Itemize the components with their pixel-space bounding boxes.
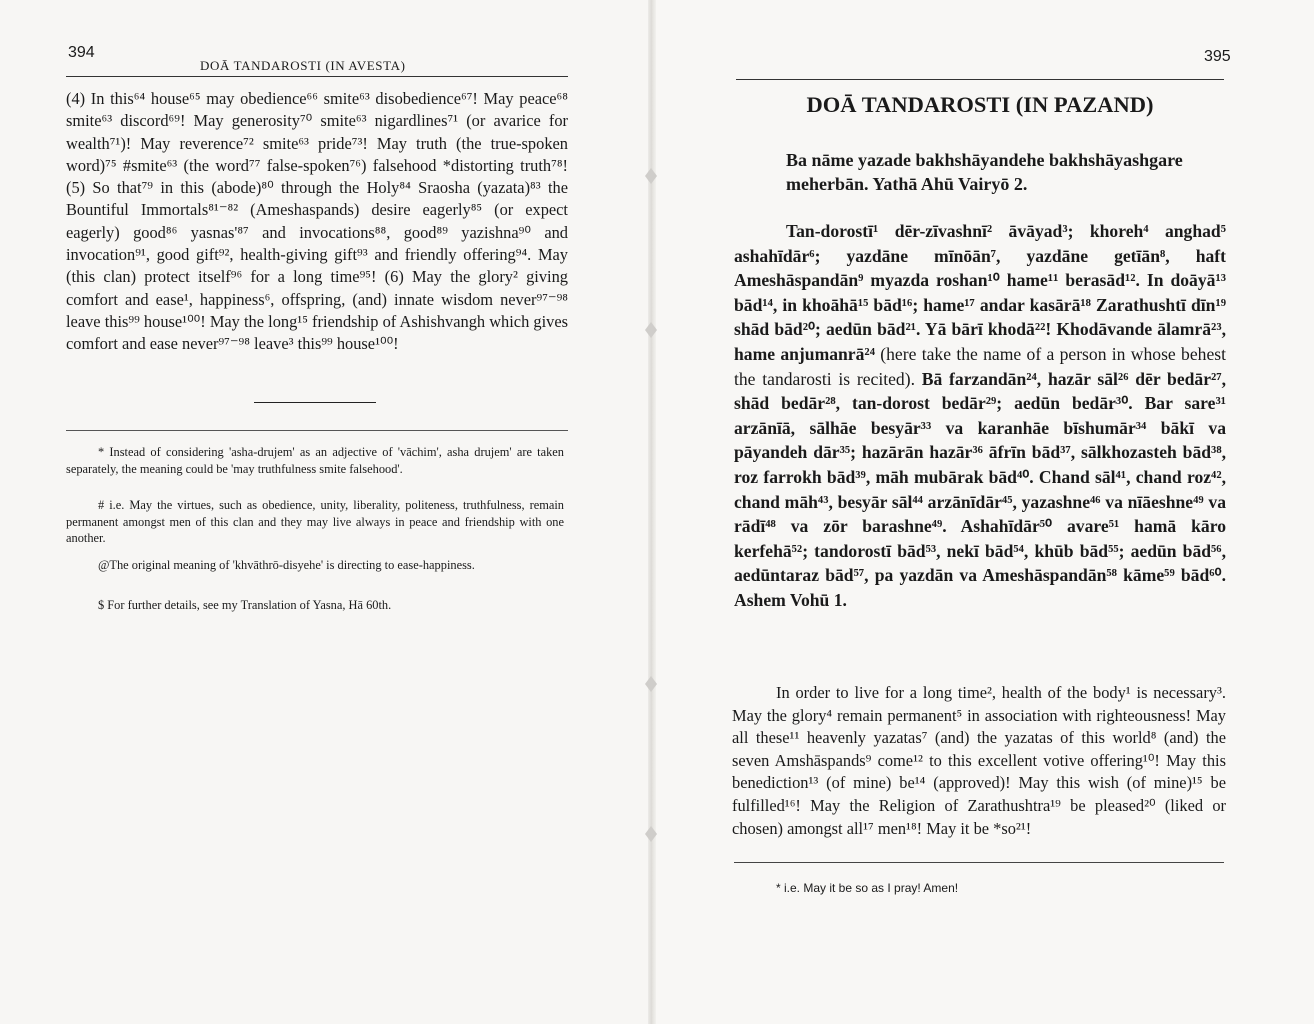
left-running-head: DOĀ TANDAROSTI (IN AVESTA) — [200, 58, 406, 73]
right-page — [654, 0, 1314, 1024]
right-header-rule — [736, 79, 1224, 80]
left-page-number: 394 — [68, 44, 95, 61]
pazand-text — [734, 219, 1226, 613]
right-footnote-rule — [734, 862, 1224, 863]
pazand-bold-part-2: Bā farzandān²⁴, hazār sāl²⁶ dēr bedār²⁷, shād bedār²⁸, tan-dorost bedār²⁹; aedūn bedār³⁰. Bar sare³¹ arzānīā, sālhāe besyār³³ va karanhāe bīshumār³⁴ bākī va pāyandeh dār³⁵; hazārān hazār³⁶ āfrīn bād³⁷, sālkhozasteh bād³⁸, roz farrokh bād³⁹, māh mubārak bād⁴⁰. Chand sāl⁴¹, chand roz⁴², chand māh⁴³, besyār sāl⁴⁴ arzānīdār⁴⁵, yazashne⁴⁶ va nīāeshne⁴⁹ va rādī⁴⁸ va zōr barashne⁴⁹. Ashahīdār⁵⁰ avare⁵¹ hamā kāro kerfehā⁵²; tandorostī bād⁵³, nekī bād⁵⁴, khūb bād⁵⁵; aedūn bād⁵⁶, aedūntaraz bād⁵⁷, pa yazdān va Ameshāspandān⁵⁸ kāme⁵⁹ bād⁶⁰. Ashem Vohū 1. — [734, 368, 1226, 610]
pazand-note: (here take the name of a person in whose behest the tandarosti is recited). — [734, 343, 1226, 389]
footnote-asterisk: * Instead of considering 'asha-drujem' as an adjective of 'vāchim', asha drujem' are taken separately, the meaning could be 'may truthfulness smite falsehood'. — [66, 445, 564, 476]
footnote-hash: # i.e. May the virtues, such as obedience, unity, liberality, politeness, truthfulness, remain permanent amongst men of this clan and they may live always in peace and friendship with one another. — [66, 498, 564, 546]
left-page — [0, 0, 654, 1024]
left-body-paragraph: (4) In this⁶⁴ house⁶⁵ may obedience⁶⁶ smite⁶³ disobedience⁶⁷! May peace⁶⁸ smite⁶³ discord⁶⁹! May generosity⁷⁰ smite⁶³ nigardlines⁷¹ (or avarice for wealth⁷¹)! May reverence⁷² smite⁶³ pride⁷³! May truth (the true-spoken word)⁷⁵ #smite⁶³ (the word⁷⁷ false-spoken⁷⁶) falsehood *distorting truth⁷⁸! (5) So that⁷⁹ in this (abode)⁸⁰ through the Holy⁸⁴ Sraosha (yazata)⁸³ the Bountiful Immortals⁸¹⁻⁸² (Ameshaspands) desire eagerly⁸⁵ (or expect eagerly) good⁸⁶ yasnas'⁸⁷ and invocations⁸⁸, good⁸⁹ yazishna⁹⁰ and invocation⁹¹, good gift⁹², health-giving gift⁹³ and friendly offering⁹⁴. May (this clan) protect itself⁹⁶ for a long time⁹⁵! (6) May the glory² giving comfort and ease¹, happiness⁶, offspring, (and) innate wisdom never⁹⁷⁻⁹⁸ leave this⁹⁹ house¹⁰⁰! May the long¹⁵ friendship of Ashishvangh which gives comfort and ease never⁹⁷⁻⁹⁸ leave³ this⁹⁹ house¹⁰⁰! — [66, 89, 568, 354]
translation-paragraph: In order to live for a long time², health of the body¹ is necessary³. May the glory⁴ remain permanent⁵ in association with righteousness! May all these¹¹ heavenly yazatas⁷ (and) the yazatas of this world⁸ (and) the seven Amshāspands⁹ come¹² to this excellent votive offering¹⁰! May this benediction¹³ (of mine) be¹⁴ (approved)! May this wish (of mine)¹⁵ be fulfilled¹⁶! May the Religion of Zarathushtra¹⁹ be pleased²⁰ (liked or chosen) amongst all¹⁷ men¹⁸! May it be *so²¹! — [732, 683, 1226, 838]
invocation: Ba nāme yazade bakhshāyandehe bakhshāyashgare meherbān. Yathā Ahū Vairyō 2. — [786, 150, 1183, 194]
right-page-number: 395 — [1204, 48, 1231, 65]
footnote-dollar: $ For further details, see my Translation of Yasna, Hā 60th. — [98, 598, 392, 612]
footnote-at: @The original meaning of 'khvāthrō-disyehe' is directing to ease-happiness. — [98, 558, 475, 572]
right-footnote: * i.e. May it be so as I pray! Amen! — [776, 881, 959, 895]
section-end-rule — [254, 402, 376, 403]
left-header-rule — [66, 76, 568, 77]
book-gutter — [648, 0, 656, 1024]
pazand-bold-part-1: Tan-dorostī¹ dēr-zīvashnī² āvāyad³; khoreh⁴ anghad⁵ ashahīdār⁶; yazdāne mīnōān⁷, yazdāne getīān⁸, haft Ameshāspandān⁹ myazda roshan¹⁰ hame¹¹ berasād¹². In doāyā¹³ bād¹⁴, in khoāhā¹⁵ bād¹⁶; hame¹⁷ andar kasārā¹⁸ Zarathushtī dīn¹⁹ shād bād²⁰; aedūn bād²¹. Yā bārī khodā²²! Khodāvande ālamrā²³, hame anjumanrā²⁴ — [734, 221, 1226, 364]
section-title: DOĀ TANDAROSTI (IN PAZAND) — [806, 92, 1154, 117]
left-footnote-rule — [66, 430, 568, 431]
